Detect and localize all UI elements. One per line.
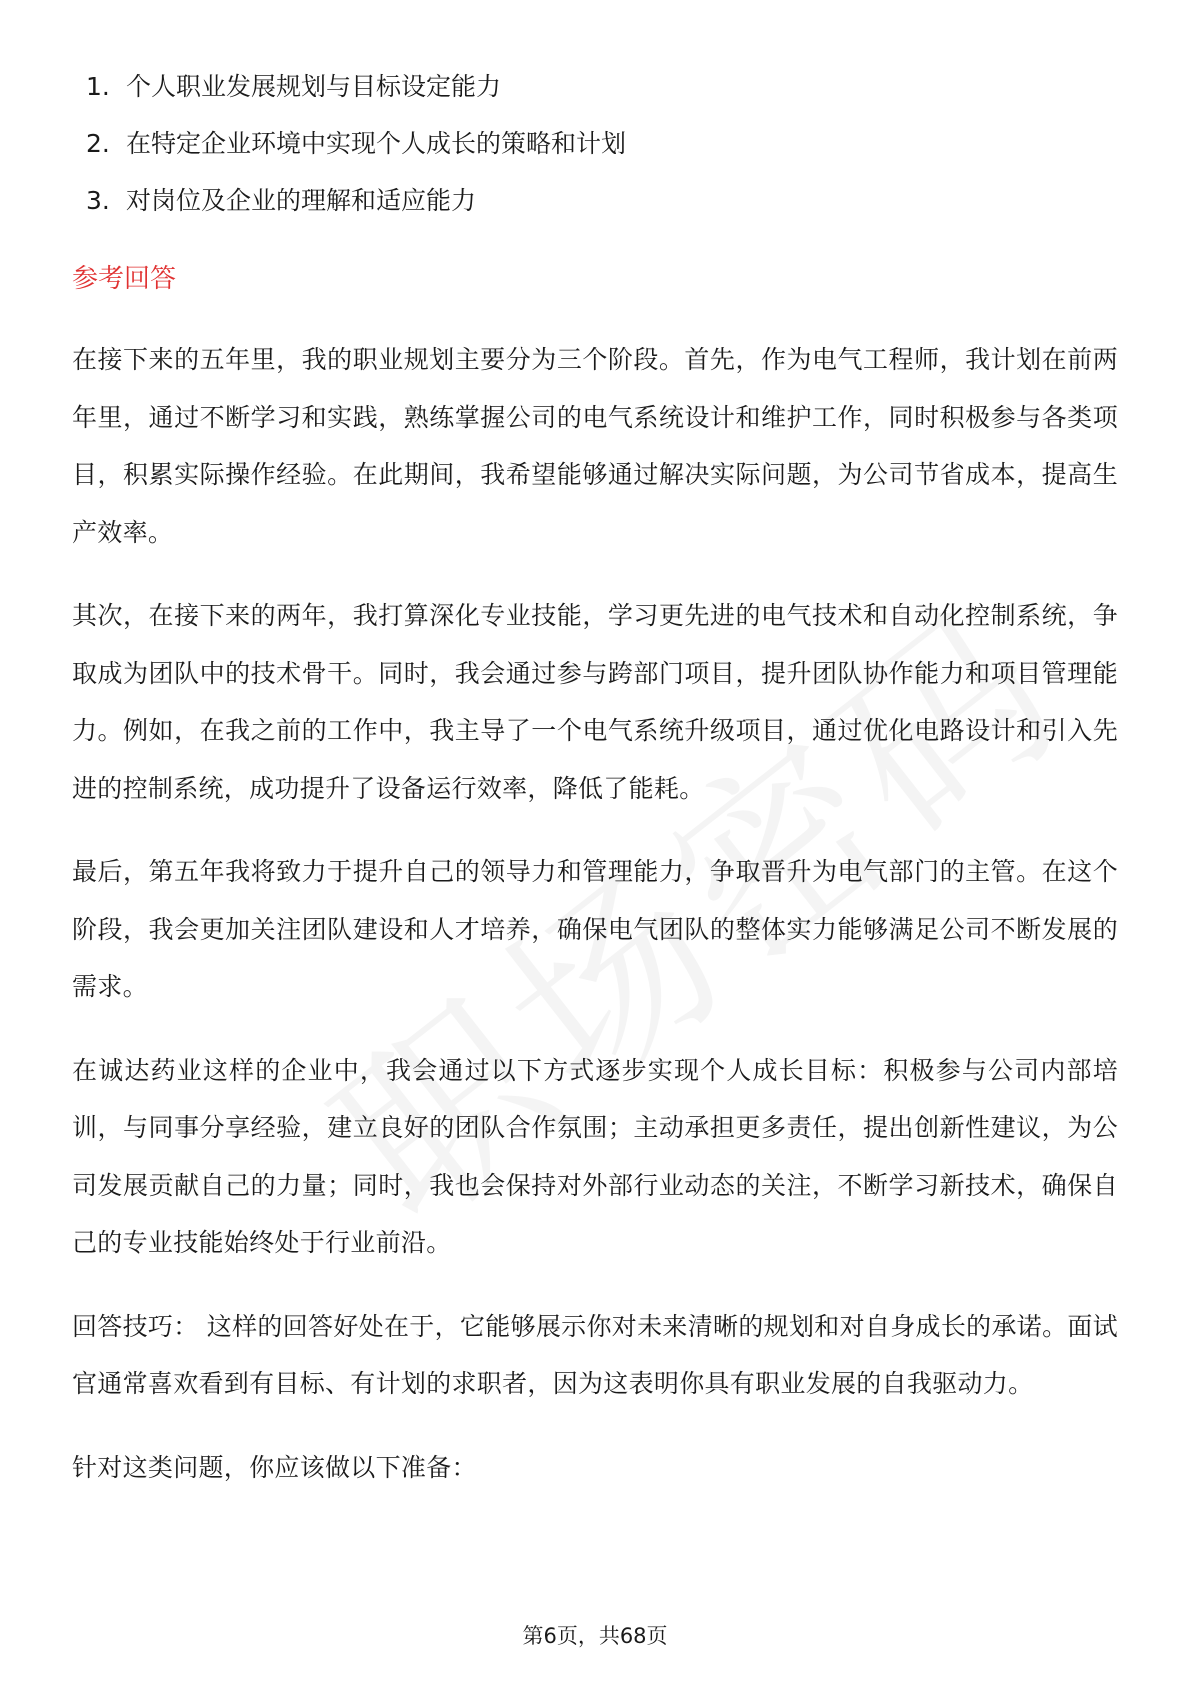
list-item-text: 个人职业发展规划与目标设定能力	[126, 72, 502, 101]
paragraph: 其次，在接下来的两年，我打算深化专业技能，学习更先进的电气技术和自动化控制系统，争取成为团队中的技术骨干。同时，我会通过参与跨部门项目，提升团队协作能力和项目管理能力。例如，在我之前的工作中，我主导了一个电气系统升级项目，通过优化电路设计和引入先进的控制系统，成功提升了设备运行效率，降低了能耗。	[72, 601, 1118, 803]
list-item	[72, 172, 1118, 229]
list-item-number: 3.	[86, 186, 110, 215]
list-item-text: 对岗位及企业的理解和适应能力	[126, 186, 477, 215]
page-content	[72, 58, 1118, 1496]
paragraph: 最后，第五年我将致力于提升自己的领导力和管理能力，争取晋升为电气部门的主管。在这个阶段，我会更加关注团队建设和人才培养，确保电气团队的整体实力能够满足公司不断发展的需求。	[72, 857, 1118, 1001]
list-item	[72, 115, 1118, 172]
list-item-number: 2.	[86, 129, 110, 158]
tips-paragraph: 回答技巧： 这样的回答好处在于，它能够展示你对未来清晰的规划和对自身成长的承诺。面试官通常喜欢看到有目标、有计划的求职者，因为这表明你具有职业发展的自我驱动力。	[72, 1311, 1118, 1398]
list-item-number: 1.	[86, 72, 110, 101]
page-number-footer: 第6页，共68页	[522, 1624, 668, 1648]
preparation-paragraph: 针对这类问题，你应该做以下准备：	[72, 1452, 477, 1482]
list-item	[72, 58, 1118, 115]
numbered-list	[72, 58, 1118, 229]
paragraph: 在接下来的五年里，我的职业规划主要分为三个阶段。首先，作为电气工程师，我计划在前两年里，通过不断学习和实践，熟练掌握公司的电气系统设计和维护工作，同时积极参与各类项目，积累实际操作经验。在此期间，我希望能够通过解决实际问题，为公司节省成本，提高生产效率。	[72, 345, 1118, 547]
list-item-text: 在特定企业环境中实现个人成长的策略和计划	[126, 129, 627, 158]
section-title: 参考回答	[72, 264, 177, 294]
paragraph: 在诚达药业这样的企业中，我会通过以下方式逐步实现个人成长目标：积极参与公司内部培训，与同事分享经验，建立良好的团队合作氛围；主动承担更多责任，提出创新性建议，为公司发展贡献自己的力量；同时，我也会保持对外部行业动态的关注，不断学习新技术，确保自己的专业技能始终处于行业前沿。	[72, 1055, 1118, 1257]
